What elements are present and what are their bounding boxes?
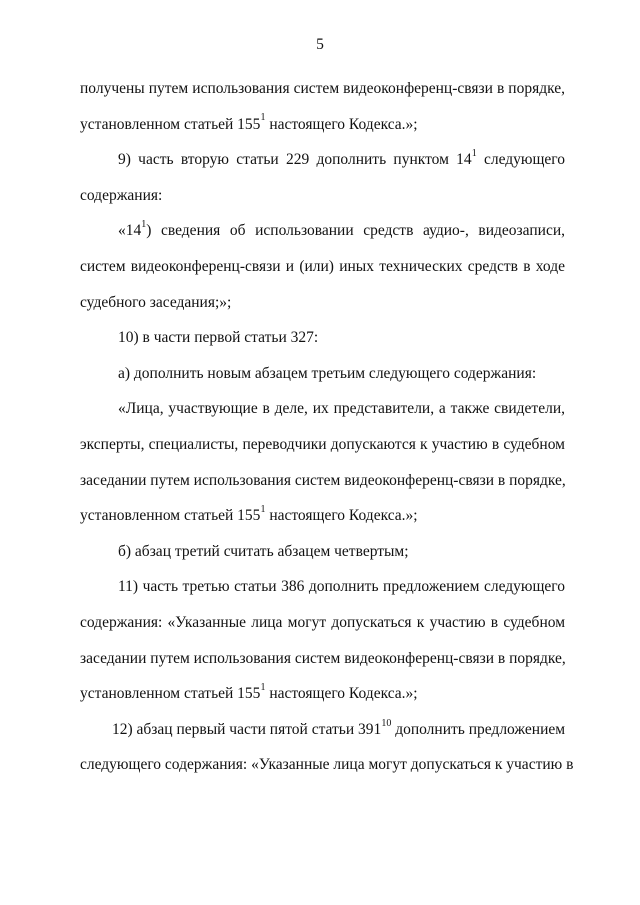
text-line-13: установленном статьей $155^1$ настоящего Кодекса.»; [80, 503, 418, 525]
text-line-12: заседании путем использования систем видеоконференц-связи в порядке, [80, 471, 566, 489]
text-line-14: б) абзац третий считать абзацем четвертым; [118, 542, 409, 560]
text-line-11: эксперты, специалисты, переводчики допускаются к участию в судебном [80, 435, 565, 453]
text-line-18: установленном статьей $155^1$ настоящего Кодекса.»; [80, 681, 418, 703]
superscript: 10 [381, 717, 392, 729]
text-line-1: получены путем использования систем видеоконференц-связи в порядке, [80, 80, 565, 97]
text-line-8: 10) в части первой статьи 327: [118, 329, 319, 347]
superscript: 1 [260, 112, 266, 124]
superscript: 1 [471, 148, 477, 160]
text-line-9: а) дополнить новым абзацем третьим следующего содержания: [118, 364, 537, 382]
text-line-2: установленном статьей $155^1$ настоящего Кодекса.»; [80, 112, 418, 133]
text-line-10: «Лица, участвующие в деле, их представители, а также свидетели, [118, 400, 565, 418]
text-line-17: заседании путем использования систем видеоконференц-связи в порядке, [80, 649, 566, 667]
text-line-20: следующего содержания: «Указанные лица могут допускаться к участию в [80, 756, 574, 774]
text-line-5: «$14^1$) сведения об использовании средств аудио-, видеозаписи, [118, 219, 565, 240]
page-number: 5 [316, 36, 324, 53]
superscript: 1 [260, 503, 266, 515]
text-line-7: судебного заседания;»; [80, 293, 232, 311]
text-line-6: систем видеоконференц-связи и (или) иных технических средств в ходе [80, 257, 565, 275]
text-line-19: 12) абзац первый части пятой статьи $391^{10}$ дополнить предложением [112, 717, 566, 738]
document-body [80, 77, 574, 789]
text-line-15: 11) часть третью статьи 386 дополнить предложением следующего [118, 578, 565, 596]
superscript: 1 [260, 681, 266, 693]
text-line-16: содержания: «Указанные лица могут допускаться к участию в судебном [80, 613, 565, 631]
superscript: 1 [141, 219, 147, 231]
text-line-3: 9) часть вторую статьи 229 дополнить пунктом $14^1$ следующего [118, 148, 565, 169]
text-line-4: содержания: [80, 186, 163, 204]
